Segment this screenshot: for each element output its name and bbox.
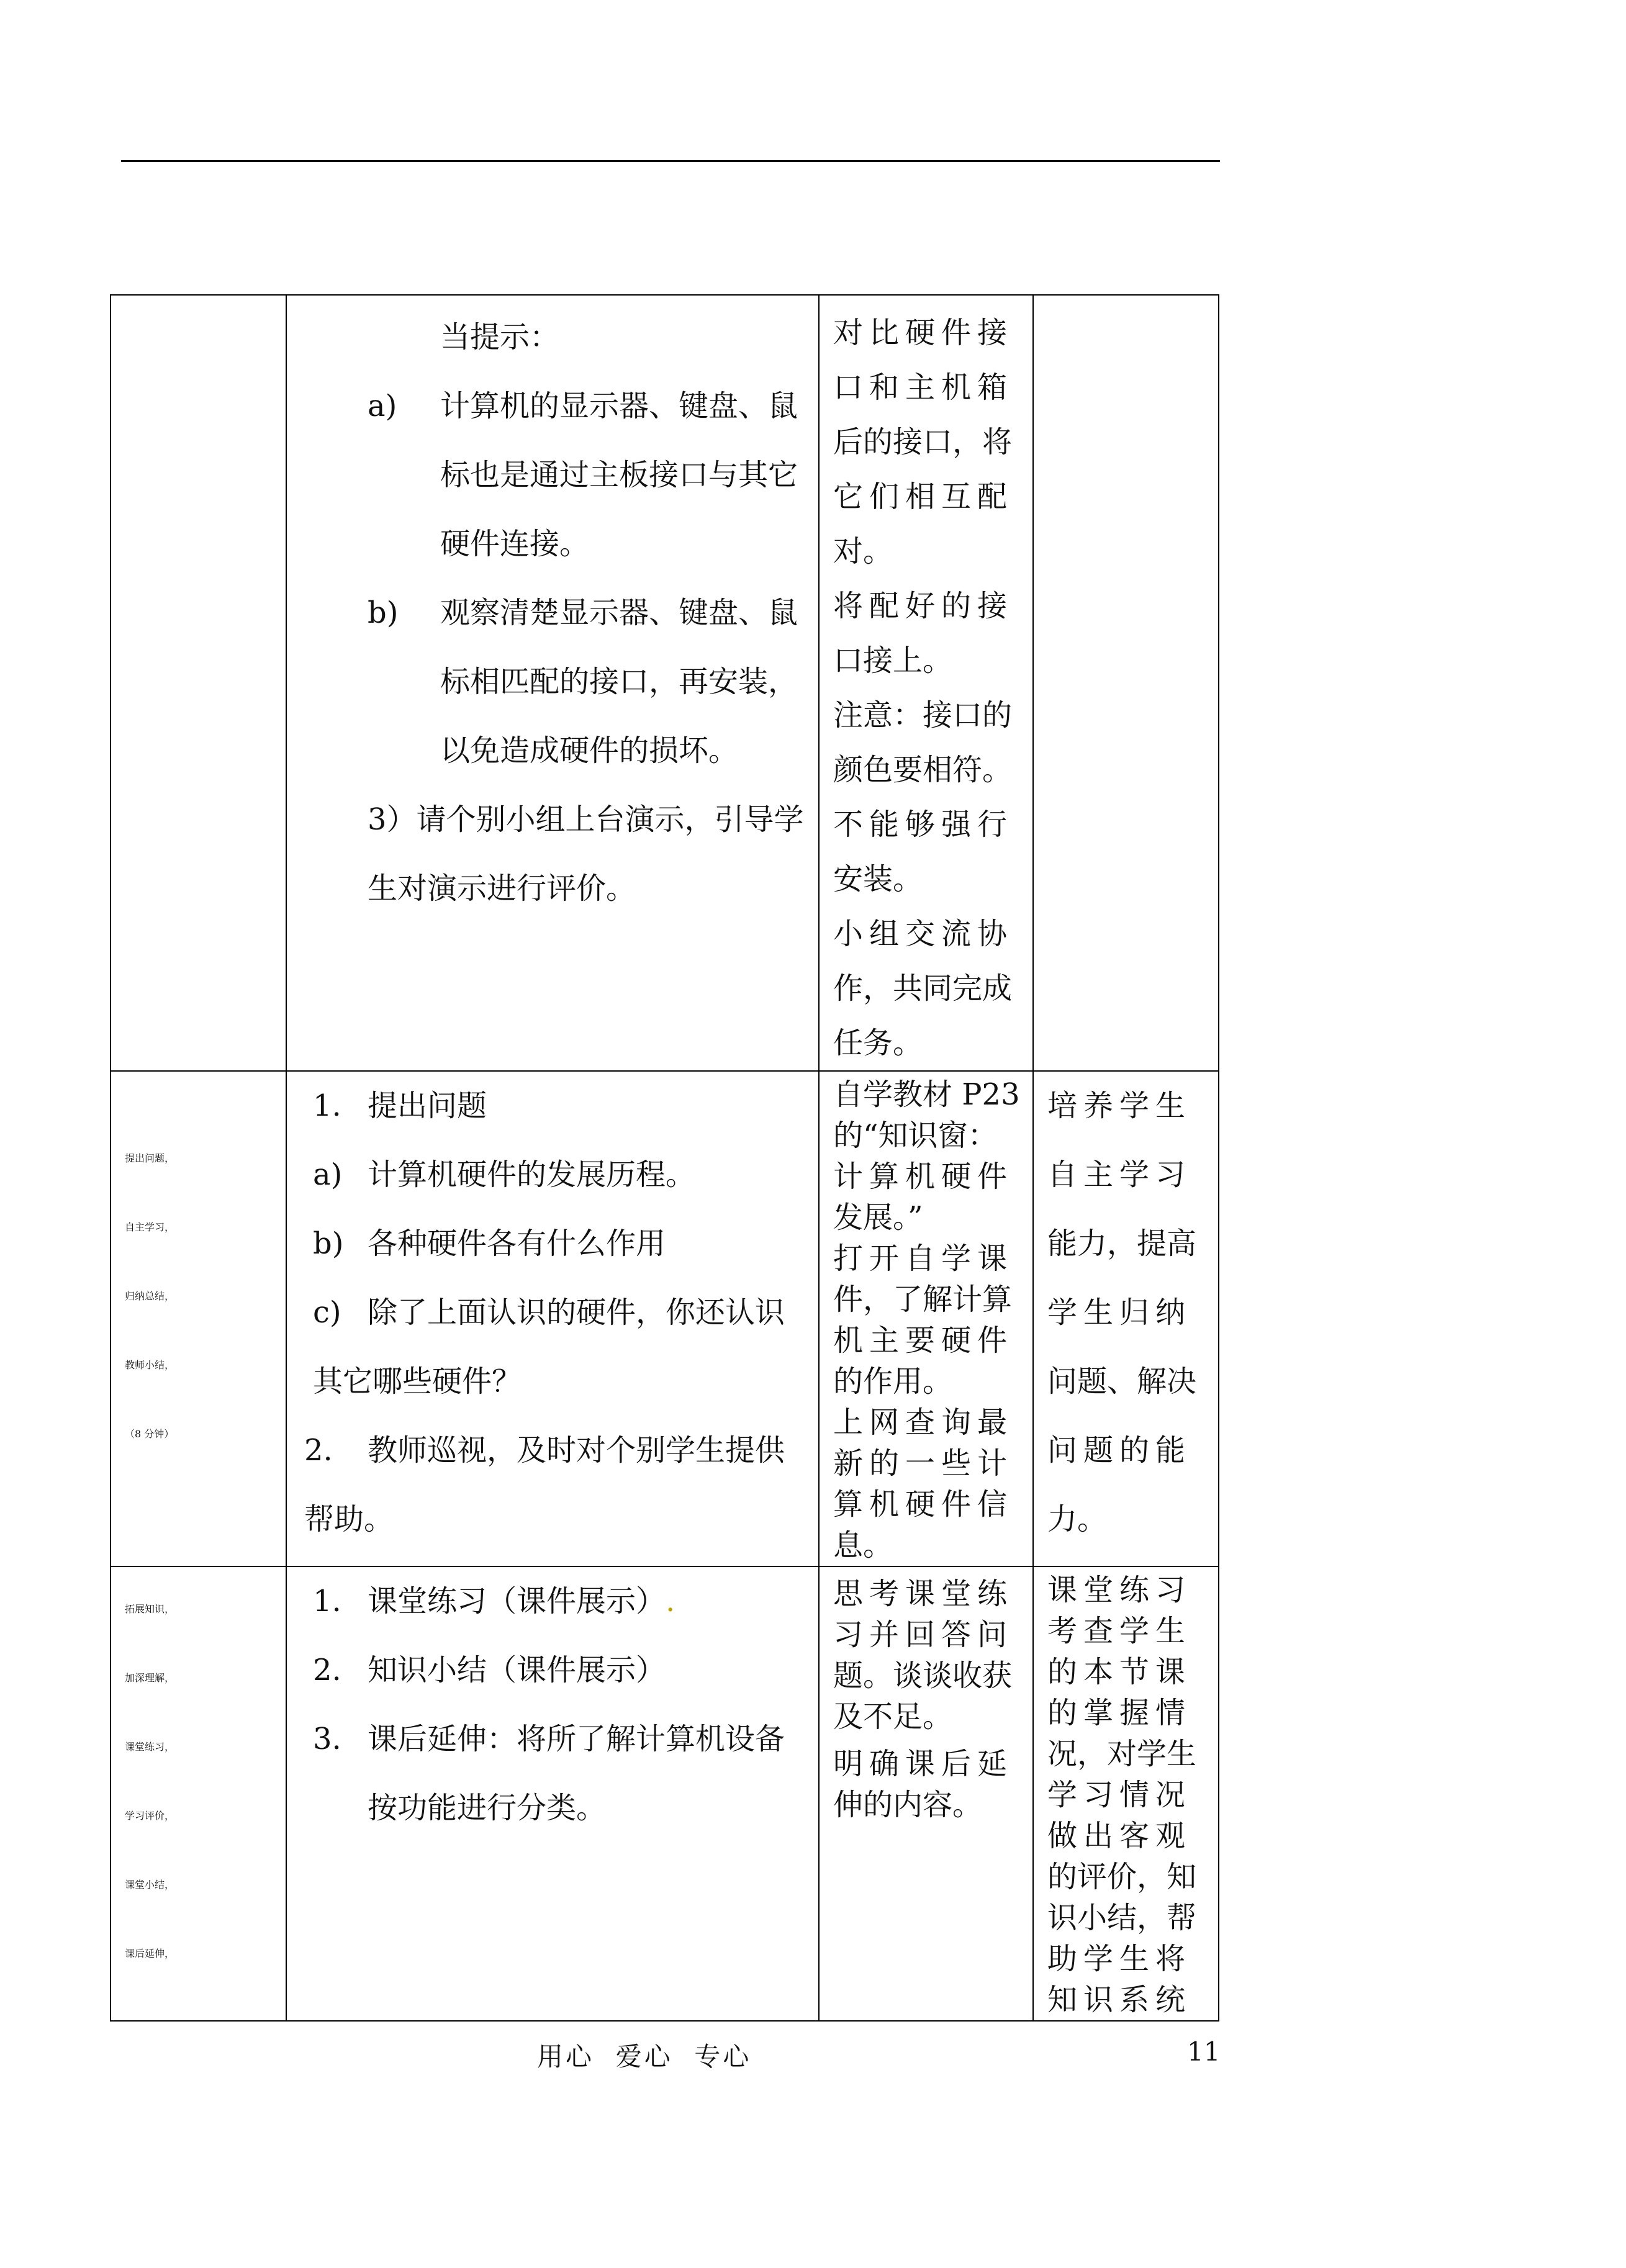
stage-line: 课堂练习， xyxy=(125,1741,175,1753)
activity-line: 当提示： xyxy=(440,320,560,355)
item-marker: c) xyxy=(313,1295,341,1330)
stage-line: 学习评价， xyxy=(125,1810,175,1822)
activity-item xyxy=(287,1705,805,1774)
student-line: 思考课堂练 xyxy=(833,1576,1014,1611)
student-line: 对比硬件接 xyxy=(833,315,1014,350)
lesson-plan-table xyxy=(110,294,1219,2022)
student-line: 注意：接口的 xyxy=(833,698,1013,733)
student-line: 机主要硬件 xyxy=(833,1323,1014,1358)
stage-cell xyxy=(111,1566,286,2021)
teacher-activity-cell xyxy=(286,295,819,1071)
student-line: 将配好的接 xyxy=(833,589,1014,623)
student-line: 习并回答问 xyxy=(833,1617,1014,1652)
item-marker: 3. xyxy=(313,1722,341,1756)
activity-line: 知识小结（课件展示） xyxy=(368,1653,666,1687)
student-line: 上网查询最 xyxy=(833,1405,1014,1440)
purpose-line: 学生归纳 xyxy=(1047,1295,1192,1330)
activity-item xyxy=(287,1072,805,1141)
table-row xyxy=(111,1071,1219,1566)
purpose-line: 的评价，知 xyxy=(1047,1859,1197,1894)
activity-line: 计算机硬件的发展历程。 xyxy=(368,1157,696,1192)
header-rule xyxy=(121,160,1220,162)
activity-line: 各种硬件各有什么作用 xyxy=(368,1226,666,1261)
activity-line: 3）请个别小组上台演示，引导学 xyxy=(368,802,804,837)
item-marker: 1. xyxy=(313,1584,341,1619)
item-marker: b) xyxy=(313,1226,344,1261)
page-number: 11 xyxy=(1187,2036,1221,2067)
activity-line: 计算机的显示器、键盘、鼠 xyxy=(440,389,798,423)
stage-cell xyxy=(111,295,286,1071)
purpose-line: 识小结，帮 xyxy=(1047,1900,1197,1935)
stage-line: 课后延伸， xyxy=(125,1948,175,1959)
student-line: 题。谈谈收获 xyxy=(833,1658,1013,1693)
student-line: 任务。 xyxy=(833,1026,923,1060)
stage-line: 加深理解， xyxy=(125,1672,175,1684)
student-line: 颜色要相符。 xyxy=(833,752,1013,787)
teacher-activity-cell xyxy=(286,1566,819,2021)
activity-line: 教师巡视，及时对个别学生提供 xyxy=(368,1433,785,1468)
activity-line: 其它哪些硬件？ xyxy=(313,1364,522,1399)
purpose-line: 助学生将 xyxy=(1047,1941,1192,1976)
purpose-line: 力。 xyxy=(1047,1502,1108,1537)
purpose-line: 的掌握情 xyxy=(1047,1696,1192,1730)
purpose-line: 学习情况 xyxy=(1047,1778,1192,1812)
student-line: 新的一些计 xyxy=(833,1446,1014,1481)
purpose-line: 况，对学生 xyxy=(1047,1737,1197,1771)
student-line: 的作用。 xyxy=(833,1364,953,1399)
stage-line: 归纳总结， xyxy=(125,1290,175,1302)
item-marker: 1. xyxy=(313,1088,341,1123)
activity-item xyxy=(287,1141,805,1209)
student-activity-cell xyxy=(819,1566,1033,2021)
activity-item xyxy=(287,1209,805,1278)
student-line: 对。 xyxy=(833,534,893,569)
activity-line: 提出问题 xyxy=(368,1088,487,1123)
stage-line: 教师小结， xyxy=(125,1359,175,1371)
item-marker: 2. xyxy=(313,1653,341,1687)
activity-line: 以免造成硬件的损坏。 xyxy=(440,733,739,768)
teacher-activity-cell xyxy=(286,1071,819,1566)
purpose-line: 问题的能 xyxy=(1047,1433,1192,1468)
item-marker: 2. xyxy=(304,1433,333,1468)
activity-line: 帮助。 xyxy=(304,1502,394,1537)
stage-line: 课堂小结， xyxy=(125,1879,175,1891)
footer-motto: 用心 爱心 专心 xyxy=(537,2041,752,2072)
purpose-line: 做出客观 xyxy=(1047,1818,1192,1853)
student-line: 不能够强行 xyxy=(833,807,1014,842)
student-activity-cell xyxy=(819,1071,1033,1566)
purpose-line: 的本节课 xyxy=(1047,1655,1192,1689)
table-row xyxy=(111,1566,1219,2021)
activity-item xyxy=(287,579,805,648)
activity-line: 生对演示进行评价。 xyxy=(368,871,636,906)
activity-item xyxy=(287,1278,805,1347)
purpose-cell xyxy=(1033,1566,1219,2021)
purpose-cell xyxy=(1033,295,1219,1071)
student-line: 打开自学课 xyxy=(833,1241,1014,1276)
stray-mark: . xyxy=(666,1584,675,1619)
student-line: 它们相互配 xyxy=(833,479,1014,514)
student-line: 息。 xyxy=(833,1528,893,1563)
activity-line: 标相匹配的接口，再安装， xyxy=(440,664,798,699)
student-line: 安装。 xyxy=(833,862,923,897)
student-line: 计算机硬件 xyxy=(833,1159,1014,1194)
stage-line: 拓展知识， xyxy=(125,1603,175,1615)
student-line: 口和主机箱 xyxy=(833,370,1014,405)
student-activity-cell xyxy=(819,295,1033,1071)
item-marker: a) xyxy=(368,389,397,423)
activity-line: 除了上面认识的硬件，你还认识 xyxy=(368,1295,785,1330)
student-line: 明确课后延 xyxy=(833,1746,1014,1781)
student-line: 后的接口，将 xyxy=(833,425,1013,459)
purpose-line: 课堂练习 xyxy=(1047,1573,1192,1607)
student-line: 的“知识窗： xyxy=(833,1118,998,1153)
item-marker: b) xyxy=(368,595,399,630)
stage-line: （8 分钟） xyxy=(125,1428,174,1440)
activity-line: 课后延伸：将所了解计算机设备 xyxy=(368,1722,785,1756)
table-row xyxy=(111,295,1219,1071)
activity-line: 观察清楚显示器、键盘、鼠 xyxy=(440,595,798,630)
activity-line: 标也是通过主板接口与其它 xyxy=(440,458,798,492)
activity-line: 硬件连接。 xyxy=(440,526,590,561)
student-line: 口接上。 xyxy=(833,643,953,678)
stage-line: 自主学习， xyxy=(125,1221,175,1233)
student-line: 小组交流协 xyxy=(833,916,1014,951)
purpose-line: 知识系统 xyxy=(1047,1982,1192,2017)
activity-item xyxy=(287,372,805,441)
activity-item xyxy=(287,1567,805,1636)
student-line: 件，了解计算 xyxy=(833,1282,1013,1317)
activity-line: 按功能进行分类。 xyxy=(368,1791,607,1825)
purpose-line: 培养学生 xyxy=(1047,1088,1192,1123)
activity-item xyxy=(287,1636,805,1705)
purpose-line: 自主学习 xyxy=(1047,1157,1192,1192)
activity-line: 课堂练习（课件展示） xyxy=(368,1584,666,1619)
student-line: 自学教材 P23 xyxy=(833,1077,1020,1112)
stage-line: 提出问题， xyxy=(125,1152,175,1164)
student-line: 伸的内容。 xyxy=(833,1787,983,1822)
purpose-line: 能力，提高 xyxy=(1047,1226,1197,1261)
student-line: 及不足。 xyxy=(833,1699,953,1734)
student-line: 作，共同完成 xyxy=(833,971,1013,1006)
purpose-line: 问题、解决 xyxy=(1047,1364,1197,1399)
item-marker: a) xyxy=(313,1157,343,1192)
student-line: 算机硬件信 xyxy=(833,1487,1014,1522)
purpose-cell xyxy=(1033,1071,1219,1566)
stage-cell xyxy=(111,1071,286,1566)
student-line: 发展。” xyxy=(833,1200,923,1235)
purpose-line: 考查学生 xyxy=(1047,1614,1192,1648)
activity-item xyxy=(287,1416,805,1485)
